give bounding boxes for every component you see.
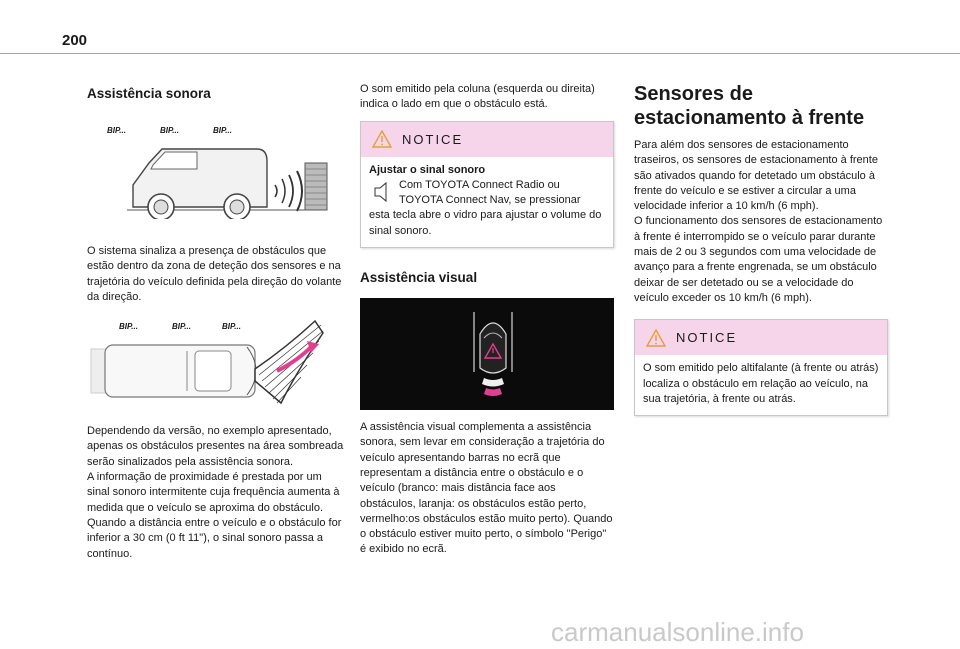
volume-key-icon [369, 178, 399, 206]
van-top-view-icon [87, 311, 345, 411]
warning-icon [372, 130, 392, 148]
bip-label: BIP... [160, 126, 179, 135]
column-right [634, 82, 888, 416]
page-number: 200 [62, 32, 88, 49]
column-middle [360, 82, 614, 558]
heading-assistencia-visual: Assistência visual [360, 270, 478, 286]
rear-sensor-illustration [87, 119, 345, 219]
paragraph-sonora-intro: O sistema sinaliza a presença de obstáculos que estão dentro da zona de deteção dos sensores e na trajetória do veículo definida pela direção do volante da direção. [87, 245, 342, 303]
bip-label: BIP... [222, 322, 241, 332]
bip-label: BIP... [172, 322, 191, 332]
notice-header [361, 122, 613, 157]
visual-assist-screen [360, 298, 614, 410]
notice-body [361, 157, 613, 247]
notice-subtitle: Ajustar o sinal sonoro [369, 163, 486, 176]
notice-body: O som emitido pelo altifalante (à frente ou atrás) localiza o obstáculo em relação ao veículo, na sua trajetória, à frente ou atrás. [643, 362, 879, 405]
warning-icon [646, 329, 666, 347]
header-rule [0, 53, 960, 54]
notice-line: Com TOYOTA Connect Radio ou TOYOTA Connect Nav, se pressionar [399, 178, 581, 207]
notice-box-sinal-sonoro [360, 121, 614, 248]
notice-title: NOTICE [676, 330, 738, 346]
bip-label: BIP... [107, 126, 126, 135]
paragraph-visual: A assistência visual complementa a assistência sonora, sem levar em consideração a trajetória do veículo apresentando barras no ecrã que representam a distância entre o obstáculo e o veículo (branco: mais distância face aos obstáculos, laranja: os obstáculos estão perto, vermelho:os obstáculos estão muito perto). Quando o obstáculo estiver muito perto, o símbolo "Perigo" é exibido no ecrã. [360, 421, 613, 556]
watermark: carmanualsonline.info [551, 617, 804, 647]
bip-label: BIP... [213, 126, 232, 135]
paragraph-sensores-stop: O funcionamento dos sensores de estacionamento à frente é interrompido se o veículo parar durante mais de 2 ou 3 segundos com uma velocidade de avanço para a frente engrenada, se um obstáculo deixar de ser detetado ou se a velocidade do veículo exceder os 10 km/h (6 mph). [634, 215, 883, 304]
paragraph-line: A informação de proximidade é prestada por um sinal sonoro intermitente cuja frequência aumenta à medida que o veículo se aproxima do obstáculo. [87, 471, 340, 514]
paragraph-sensores-intro: Para além dos sensores de estacionamento traseiros, os sensores de estacionamento à frente são ativados quando for detetado um obstáculo à frente do veículo e se estiver a circular a uma velocidade inferior a 10 km/h (6 mph). [634, 139, 878, 213]
paragraph-line: Quando a distância entre o veículo e o obstáculo for inferior a 30 cm (0 ft 11"), o sinal sonoro passa a contínuo. [87, 516, 342, 560]
notice-box-altifalante [634, 319, 888, 416]
heading-assistencia-sonora: Assistência sonora [87, 86, 211, 101]
top-view-sensor-illustration [87, 311, 345, 411]
column-left [87, 82, 345, 562]
notice-icon-row [369, 178, 605, 209]
notice-line: esta tecla abre o vidro para ajustar o volume do sinal sonoro. [369, 209, 602, 237]
notice-header [635, 320, 887, 355]
van-side-wall-icon [87, 119, 345, 219]
paragraph-line: Dependendo da versão, no exemplo apresentado, apenas os obstáculos presentes na área sombreada serão sinalizados pela assistência sonora. [87, 425, 344, 468]
car-top-icon [360, 298, 614, 410]
paragraph-sonora-details [87, 424, 345, 562]
heading-sensores-frente-line1: Sensores de [634, 83, 753, 105]
bip-label: BIP... [119, 322, 138, 332]
paragraph-coluna: O som emitido pela coluna (esquerda ou direita) indica o lado em que o obstáculo está. [360, 83, 595, 111]
heading-sensores-frente-line2: estacionamento à frente [634, 107, 865, 129]
notice-title: NOTICE [402, 131, 464, 147]
